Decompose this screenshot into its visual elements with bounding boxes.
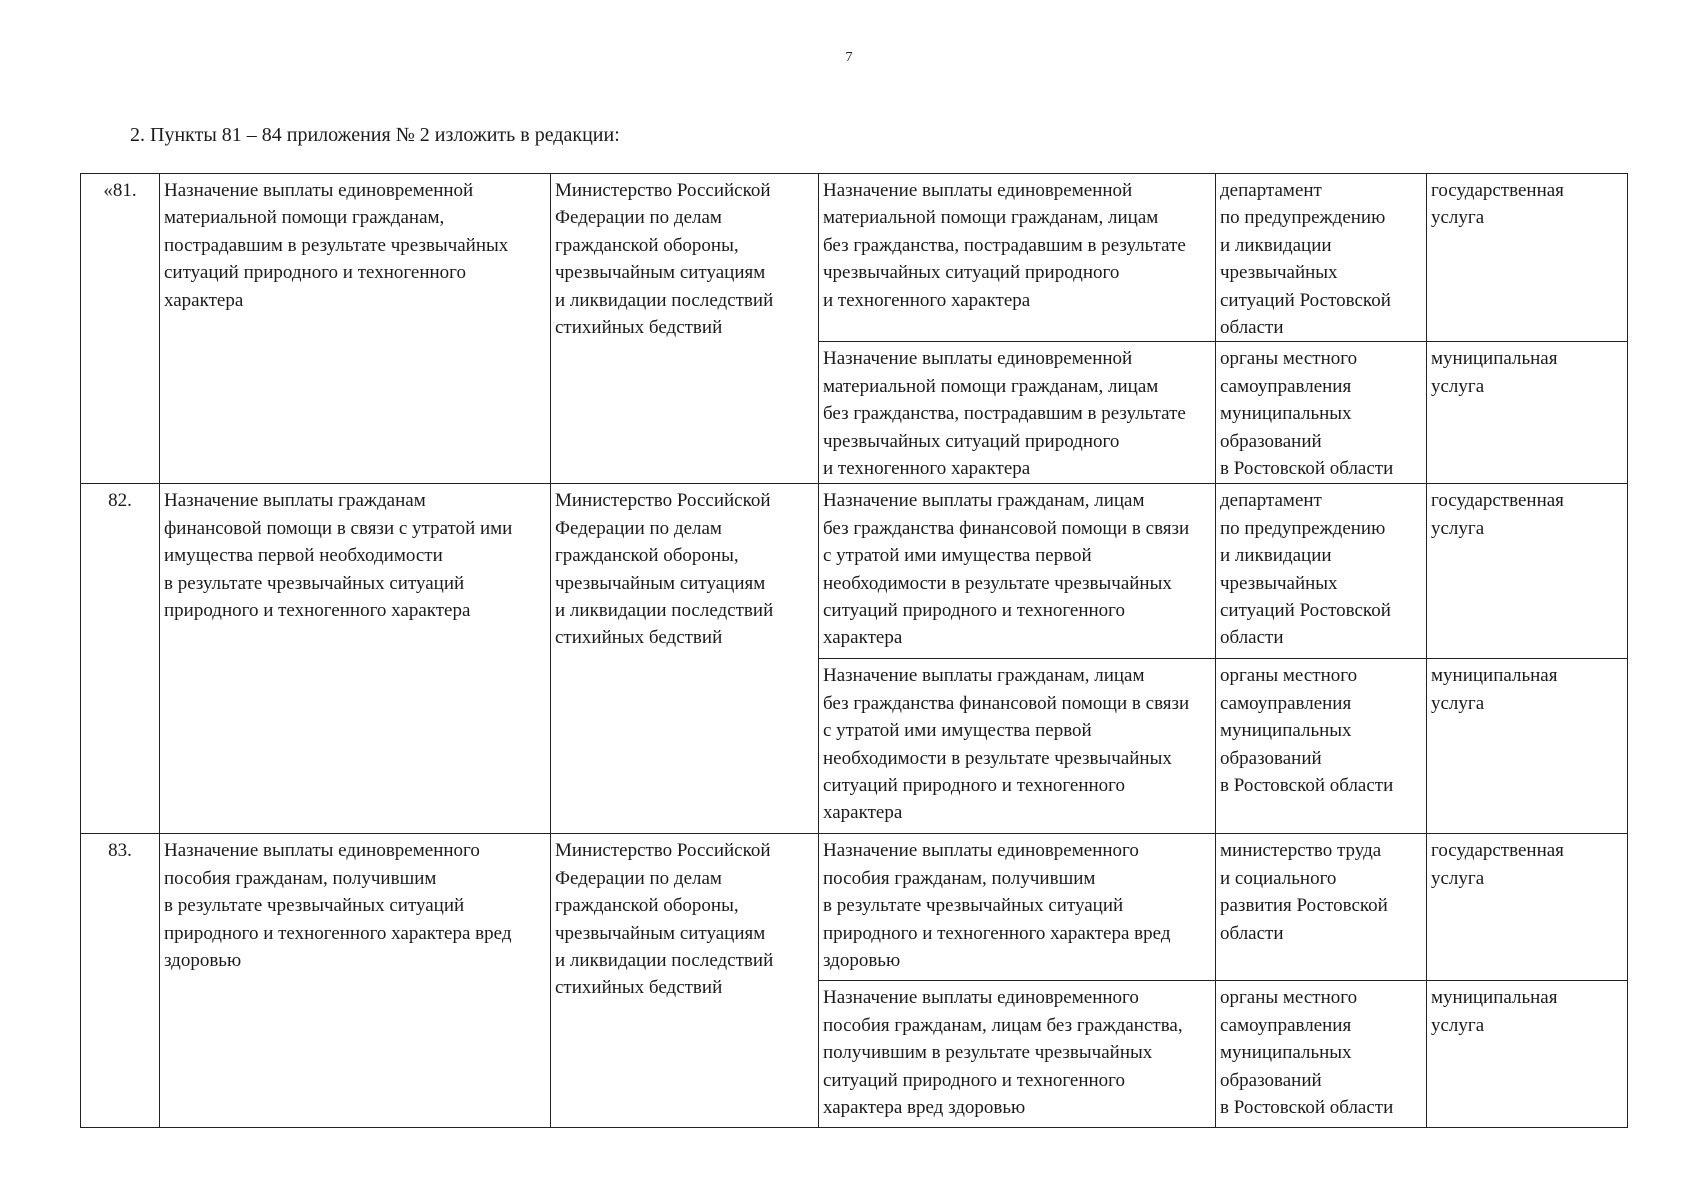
service-description: Назначение выплаты единовременного пособия гражданам, получившим в результате чрезвычайных ситуаций природного и техногенного характера вред здоровью	[819, 834, 1216, 981]
responsible-authority: органы местного самоуправления муниципальных образований в Ростовской области	[1216, 659, 1427, 834]
page-number: 7	[845, 50, 853, 65]
service-description: Назначение выплаты единовременной материальной помощи гражданам, лицам без гражданства, пострадавшим в результате чрезвычайных ситуаций природного и техногенного характера	[819, 342, 1216, 484]
intro-text: 2. Пункты 81 – 84 приложения № 2 изложить в редакции:	[130, 124, 620, 146]
table-row	[81, 834, 1628, 981]
service-description: Назначение выплаты гражданам, лицам без гражданства финансовой помощи в связи с утратой ими имущества первой необходимости в результате чрезвычайных ситуаций природного и техногенного характера	[819, 484, 1216, 659]
responsible-authority: органы местного самоуправления муниципальных образований в Ростовской области	[1216, 981, 1427, 1128]
service-name: Назначение выплаты гражданам финансовой помощи в связи с утратой ими имущества первой необходимости в результате чрезвычайных ситуаций природного и техногенного характера	[160, 484, 551, 834]
item-number: 83.	[81, 834, 160, 1128]
table-row	[81, 484, 1628, 659]
service-name: Назначение выплаты единовременного пособия гражданам, получившим в результате чрезвычайных ситуаций природного и техногенного характера вред здоровью	[160, 834, 551, 1128]
service-description: Назначение выплаты гражданам, лицам без гражданства финансовой помощи в связи с утратой ими имущества первой необходимости в результате чрезвычайных ситуаций природного и техногенного характера	[819, 659, 1216, 834]
service-description: Назначение выплаты единовременного пособия гражданам, лицам без гражданства, получившим в результате чрезвычайных ситуаций природного и техногенного характера вред здоровью	[819, 981, 1216, 1128]
service-name: Назначение выплаты единовременной материальной помощи гражданам, пострадавшим в результате чрезвычайных ситуаций природного и техногенного характера	[160, 174, 551, 484]
federal-ministry: Министерство Российской Федерации по делам гражданской обороны, чрезвычайным ситуациям и ликвидации последствий стихийных бедствий	[551, 834, 819, 1128]
federal-ministry: Министерство Российской Федерации по делам гражданской обороны, чрезвычайным ситуациям и ликвидации последствий стихийных бедствий	[551, 174, 819, 484]
service-type: муниципальная услуга	[1427, 342, 1628, 484]
federal-ministry: Министерство Российской Федерации по делам гражданской обороны, чрезвычайным ситуациям и ликвидации последствий стихийных бедствий	[551, 484, 819, 834]
responsible-authority: министерство труда и социального развития Ростовской области	[1216, 834, 1427, 981]
responsible-authority: органы местного самоуправления муниципальных образований в Ростовской области	[1216, 342, 1427, 484]
service-type: государственная услуга	[1427, 174, 1628, 342]
item-number: 82.	[81, 484, 160, 834]
item-number: «81.	[81, 174, 160, 484]
service-type: муниципальная услуга	[1427, 981, 1628, 1128]
responsible-authority: департамент по предупреждению и ликвидации чрезвычайных ситуаций Ростовской области	[1216, 174, 1427, 342]
table-row	[81, 174, 1628, 342]
service-type: государственная услуга	[1427, 484, 1628, 659]
services-table	[80, 173, 1628, 1128]
service-type: государственная услуга	[1427, 834, 1628, 981]
service-type: муниципальная услуга	[1427, 659, 1628, 834]
service-description: Назначение выплаты единовременной материальной помощи гражданам, лицам без гражданства, пострадавшим в результате чрезвычайных ситуаций природного и техногенного характера	[819, 174, 1216, 342]
responsible-authority: департамент по предупреждению и ликвидации чрезвычайных ситуаций Ростовской области	[1216, 484, 1427, 659]
